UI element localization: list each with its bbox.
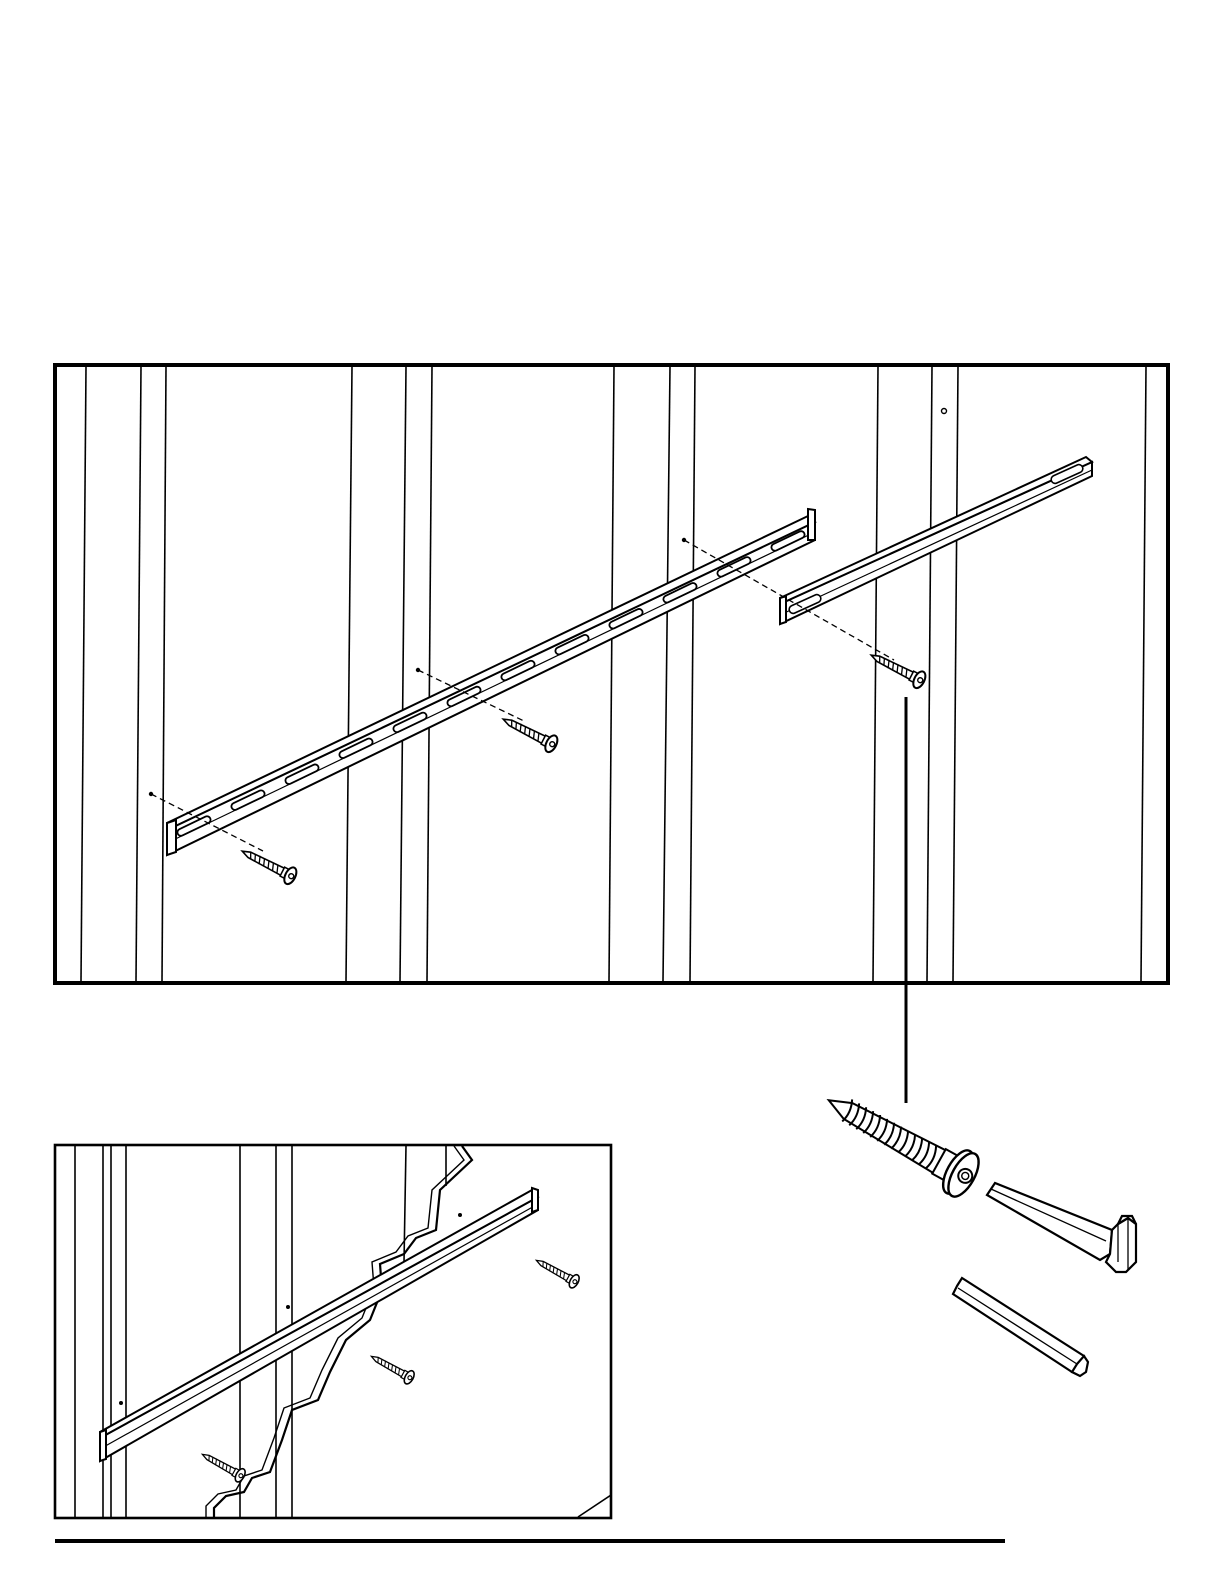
detail-inset <box>55 1145 611 1518</box>
hardware-callout <box>817 1079 1136 1376</box>
hex-key-bit-icon <box>953 1278 1088 1376</box>
main-panel <box>55 365 1168 983</box>
hex-key-icon <box>987 1183 1136 1272</box>
lag-screw-icon <box>817 1079 985 1201</box>
